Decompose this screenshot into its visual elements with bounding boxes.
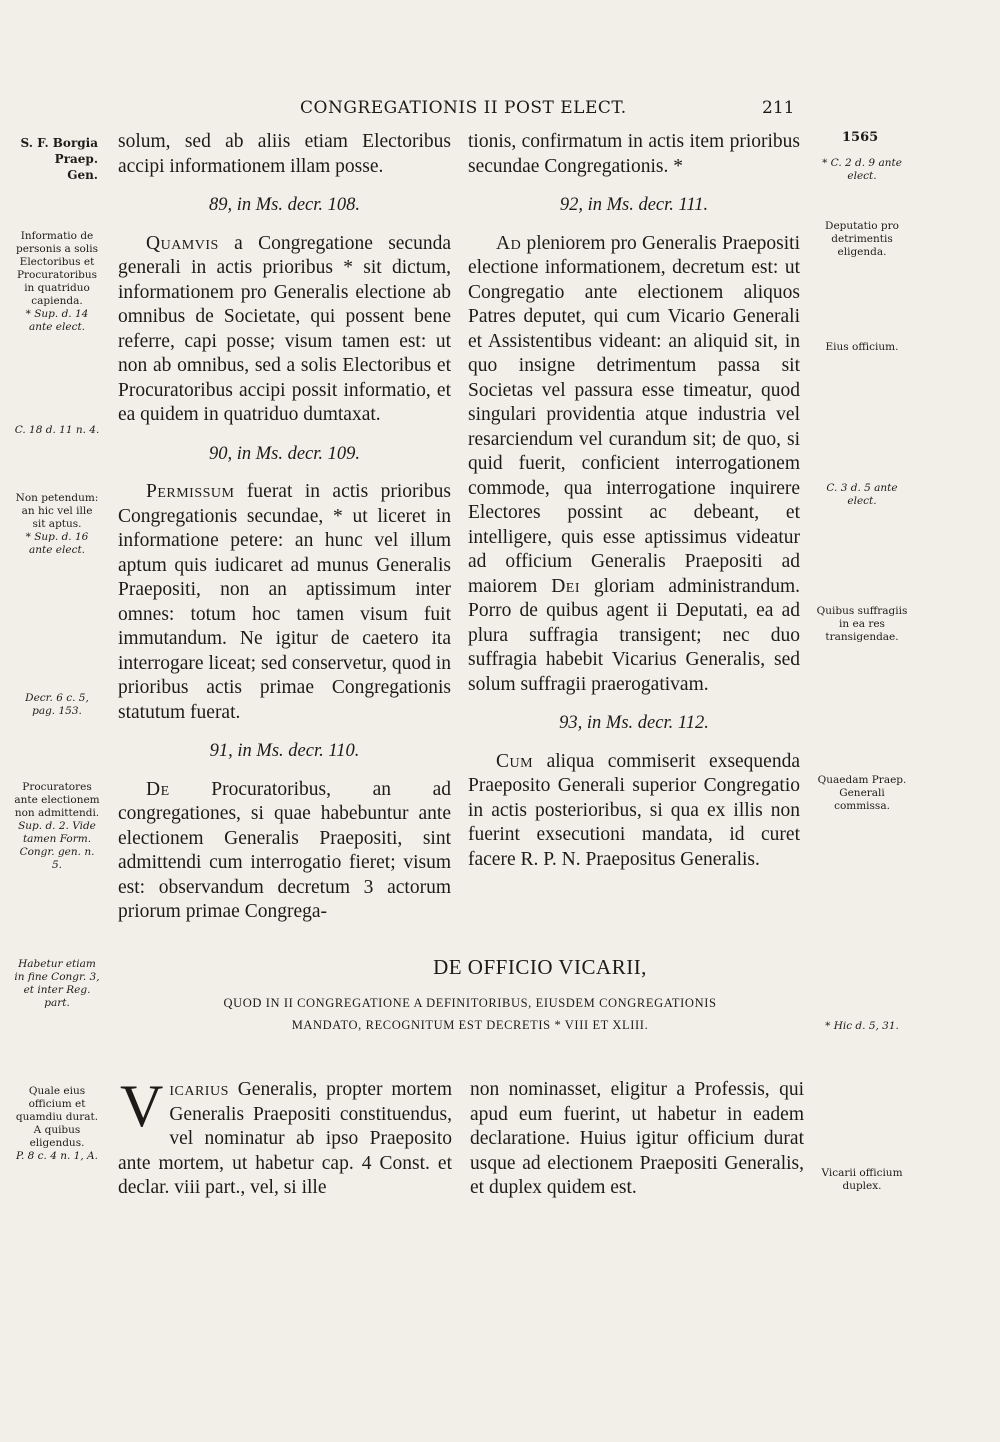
year-marker: 1565 [842,130,879,145]
left-column [118,130,451,927]
margin-note: Quaedam Praep. Generali commissa. [817,774,907,812]
margin-note: Quibus suffragiis in ea res transigendae. [816,605,908,643]
decree-93-lead: Cum [496,750,534,772]
margin-note: Informatio de personis a solis Electoribus et Procuratoribus in quatriduo capienda. * Sup. d. 14 ante elect. [16,230,98,333]
continued-text: tionis, confirmatum in actis item prioribus secundae Congregationis. * [468,131,800,177]
decree-90-heading: 90, in Ms. decr. 109. [208,443,361,464]
running-head: CONGREGATIONIS II POST ELECT. [300,98,627,118]
margin-note: Deputatio pro detrimentis eligenda. [825,220,899,258]
continued-text: solum, sed ab aliis etiam Electoribus accipi informationem illam posse. [118,131,451,177]
author-line-1: S. F. Borgia [20,136,98,150]
decree-90-lead: Permissum [146,481,235,502]
margin-note: Quale eius officium et quamdiu durat. A quibus eligendus. P. 8 c. 4 n. 1, A. [15,1085,99,1162]
decree-90-text: Permissum fuerat in actis prioribus Congregationis secundae, * ut liceret in informatione petere: an hunc vel illum aptum quis iudicaret ad munus Generalis Praepositi, non an aptissimum inter omnes: totum hoc tamen visum fuit immutandum. Ne igitur de caetero ita interrogare liceat; sed conservetur, quod in prioribus actis primae Congregationis statutum fuerat. [118,481,451,723]
margin-note: Non petendum: an hic vel ille sit aptus. * Sup. d. 16 ante elect. [15,492,99,556]
page-number: 211 [762,98,795,118]
margin-note: * C. 2 d. 9 ante elect. [822,157,902,182]
decree-92-text: Ad pleniorem pro Generalis Praepositi electione informationem, decretum est: ut Congregatio ante electionem aliquos Patres deputet, qui cum Vicario Generali et Assistentibus videant: an aliquid sit, in quo insigne detrimentum passa sit Societas vel passura esse timeatur, quod singulari providentia atque industria vel resarciendum vel curandum sit; de quo, si quid fuerit, conficient interrogationem commode, qua interrogatione inquirere Electores possint ac debeant, et intelligere, quis esse aptissimus videatur ad officium Generalis Praepositi ad maiorem Dei gloriam administrandum. Porro de quibus agent ii Deputati, ea ad plura suffragia transigent; nec duo suffragia habebit Vicarius Generalis, sed solum suffragii praerogativam. [468,232,800,695]
section-title: DE OFFICIO VICARII, [433,955,647,979]
decree-91-text: De Procuratoribus, an ad congregationes, si quae habebuntur ante electionem Generalis Praepositi, sint admittendi cum interrogatio fieret; visum est: observandum decretum 3 actorum priorum primae Congrega- [118,778,451,922]
decree-89-heading: 89, in Ms. decr. 108. [208,195,361,215]
decree-91-heading: 91, in Ms. decr. 110. [209,741,360,761]
vicar-lead: icarius [169,1079,229,1100]
margin-note: Procuratores ante electionem non admittendi. Sup. d. 2. Vide tamen Form. Congr. gen. n. 5. [14,781,100,871]
margin-note: C. 3 d. 5 ante elect. [826,482,898,507]
margin-note: * Hic d. 5, 31. [825,1020,899,1032]
vicar-text-left: Vicarius Generalis, propter mortem Generalis Praepositi constituendus, vel nominatur ab ipso Praeposito ante mortem, ut habetur cap. 4 Const. et declar. viii part., vel, si ille [118,1073,452,1198]
decree-91-lead: De [146,778,170,800]
margin-note: Habetur etiam in fine Congr. 3, et inter Reg. part. [14,958,100,1009]
decree-92-heading: 92, in Ms. decr. 111. [559,195,709,215]
author-heading [20,135,98,183]
drop-cap: V [120,1073,164,1139]
margin-note: C. 18 d. 11 n. 4. [14,424,100,436]
right-column [468,130,800,874]
margin-note: Eius officium. [825,341,899,353]
author-line-2: Praep. Gen. [54,152,98,182]
vicar-text-right: non nominasset, eligitur a Professis, qui apud eum fuerint, ut habetur in eadem declaratione. Huius igitur officium durat usque ad electionem Praepositi Generalis, et duplex quidem est. [470,1079,804,1198]
decree-92-lead: Ad [496,232,522,254]
margin-note: Decr. 6 c. 5, pag. 153. [25,692,89,717]
decree-89-lead: Quamvis [146,232,219,254]
decree-93-text: Cum aliqua commiserit exsequenda Praeposito Generali superior Congregatio in actis posterioribus, si qua ex illis non fuerint exsecutioni mandata, id curet facere R. P. N. Praepositus Generalis. [468,750,800,870]
margin-note: Vicarii officium duplex. [821,1167,903,1192]
decree-89-text: Quamvis a Congregatione secunda generali in actis prioribus * sit dictum, informationem pro Generalis electione ab omnibus de Societate, qui possent bene referre, capi posse; visum tamen est: ut non ab omnibus, sed a solis Electoribus et Procuratoribus accipi possit informatio, et ea quidem in quatriduo dumtaxat. [118,232,451,425]
section-subtitle: QUOD IN II CONGREGATIONE A DEFINITORIBUS, EIUSDEM CONGREGATIONIS MANDATO, RECOGNITUM EST DECRETIS * VIII ET XLIII. [223,996,717,1032]
decree-93-heading: 93, in Ms. decr. 112. [559,713,709,733]
